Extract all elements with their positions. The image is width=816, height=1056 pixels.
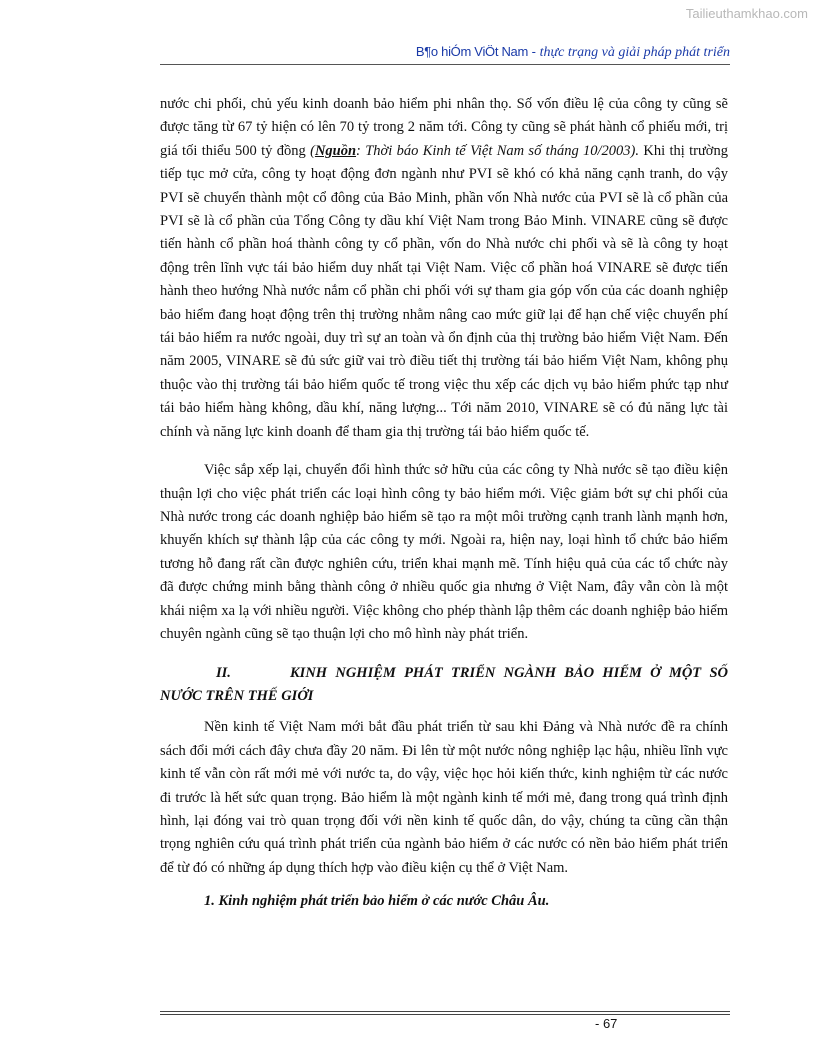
- header-subtitle: thực trạng và giải pháp phát triển: [539, 45, 730, 60]
- header-separator: -: [528, 44, 540, 59]
- paragraph-1-text-a: nước chi phối, chủ yếu kinh doanh bảo hiểm phi nhân thọ. Số vốn điều lệ của công ty cũng sẽ được tăng từ 67 tỷ hiện có lên 70 tỷ trong 2 năm tới. Công ty cũng sẽ phát hành cổ phiếu mới, trị giá tối thiểu 500 tỷ đồng: [160, 96, 728, 159]
- paragraph-1-text-b: Khi thị trường tiếp tục mở cửa, công ty hoạt động đơn ngành như PVI sẽ khó có khả năng cạnh tranh, do vậy PVI sẽ chuyển thành một cổ đông của Bảo Minh, phần vốn Nhà nước của PVI sẽ là cổ phần của PVI sẽ là cổ phần của Tổng Công ty dầu khí Việt Nam trong Bảo Minh. VINARE cũng sẽ được tiến hành cổ phần hoá thành công ty cổ phần, vốn do Nhà nước chi phối và sẽ là công ty hoạt động trên lĩnh vực tái bảo hiểm duy nhất tại Việt Nam. Việc cổ phần hoá VINARE sẽ được tiến hành theo hướng Nhà nước nắm cổ phần chi phối với sự tham gia góp vốn của các doanh nghiệp bảo hiểm đang hoạt động trên thị trường nhằm nâng cao mức giữ lại để hạn chế việc chuyển phí tái bảo hiểm ra nước ngoài, duy trì sự an toàn và ổn định của thị trường bảo hiểm Việt Nam. Đến năm 2005, VINARE sẽ đủ sức giữ vai trò điều tiết thị trường tái bảo hiểm Việt Nam, không phụ thuộc vào thị trường tái bảo hiểm quốc tế trong việc thu xếp các dịch vụ bảo hiểm phức tạp như tái bảo hiểm hàng không, dầu khí, năng lượng... Tới năm 2010, VINARE sẽ có đủ năng lực tài chính và năng lực kinh doanh để tham gia thị trường tái bảo hiểm quốc tế.: [160, 142, 728, 440]
- running-header: [160, 44, 730, 65]
- footer-divider-secondary: [160, 1014, 730, 1015]
- footer-divider: [160, 1011, 730, 1012]
- section-number: II.: [216, 665, 231, 682]
- source-open-paren: (: [310, 142, 315, 159]
- watermark-text: Tailieuthamkhao.com: [685, 6, 808, 21]
- paragraph-1: [160, 93, 728, 444]
- section-title: KINH NGHIỆM PHÁT TRIỂN NGÀNH BẢO HIỂM Ở MỘT SỐ NƯỚC TRÊN THẾ GIỚI: [160, 665, 728, 705]
- source-label: Nguồn: [314, 142, 357, 159]
- paragraph-3: Nền kinh tế Việt Nam mới bắt đầu phát triển từ sau khi Đảng và Nhà nước đề ra chính sách đổi mới cách đây chưa đầy 20 năm. Đi lên từ một nước nông nghiệp lạc hậu, nhiều lĩnh vực kinh tế vẫn còn rất mới mẻ với nước ta, do vậy, việc học hỏi kiến thức, kinh nghiệm từ các nước đi trước là hết sức quan trọng. Bảo hiểm là một ngành kinh tế mới mẻ, đang trong quá trình định hình, lại đóng vai trò quan trọng đối với nền kinh tế quốc dân, do vậy, chúng ta cũng cần thận trọng nghiên cứu quá trình phát triển của ngành bảo hiểm ở các nước có nền bảo hiểm phát triển để từ đó có những áp dụng thích hợp vào điều kiện cụ thể ở Việt Nam.: [160, 719, 728, 876]
- page-body: [160, 93, 728, 914]
- subsection-heading: 1. Kinh nghiệm phát triển bảo hiểm ở các nước Châu Âu.: [204, 893, 550, 910]
- page-number: - 67: [595, 1016, 618, 1031]
- header-title: B¶o hiÓm ViÖt Nam: [415, 44, 529, 59]
- paragraph-2: Việc sắp xếp lại, chuyển đổi hình thức sở hữu của các công ty Nhà nước sẽ tạo điều kiện thuận lợi cho việc phát triển các loại hình công ty bảo hiểm mới. Việc giảm bớt sự chi phối của Nhà nước trong các doanh nghiệp bảo hiểm sẽ tạo ra một môi trường cạnh tranh lành mạnh hơn, khuyến khích sự thành lập của các công ty mới. Ngoài ra, hiện nay, loại hình tổ chức bảo hiểm tương hỗ đang rất cần được nghiên cứu, triển khai mạnh mẽ. Tính hiệu quả của các tổ chức này đã được chứng minh bằng thành công ở nhiều quốc gia nhưng ở Việt Nam, đây vẫn còn là một khái niệm xa lạ với nhiều người. Việc không cho phép thành lập thêm các doanh nghiệp bảo hiểm chuyên ngành cũng sẽ tạo thuận lợi cho mô hình này phát triển.: [160, 462, 728, 642]
- source-citation: : Thời báo Kinh tế Việt Nam số tháng 10/2003).: [356, 142, 640, 159]
- section-heading: [160, 662, 728, 708]
